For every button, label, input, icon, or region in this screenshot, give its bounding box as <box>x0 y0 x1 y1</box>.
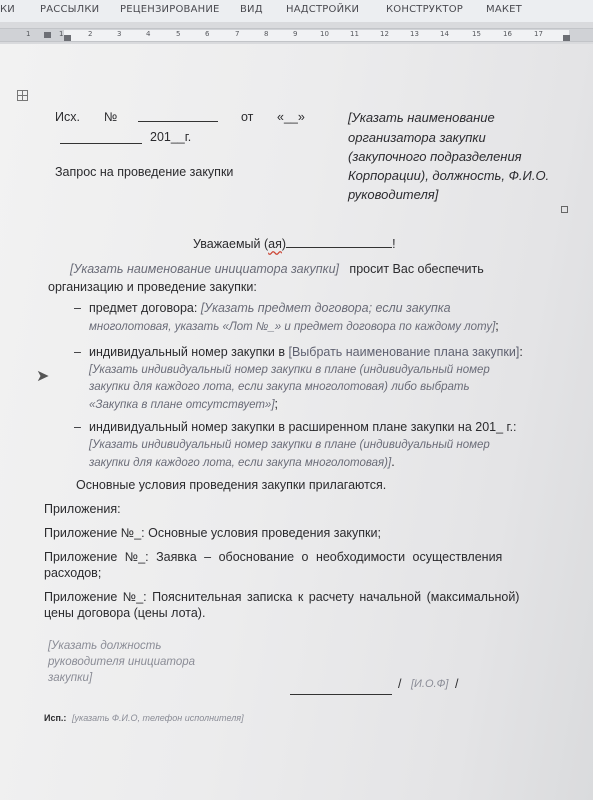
day-quote-field[interactable]: «__» <box>277 110 305 124</box>
signature-blank[interactable] <box>290 684 392 695</box>
intro-line-2: организацию и проведение закупки: <box>48 280 257 294</box>
executor-value[interactable]: [указать Ф.И.О, телефон исполнителя] <box>72 713 244 723</box>
attachment-item-cont: расходов; <box>44 566 102 580</box>
greeting: Уважаемый (ая) ! <box>193 237 396 251</box>
addressee-line[interactable]: [Указать наименование <box>348 110 495 125</box>
ruler-label: 9 <box>293 30 298 38</box>
plan-number-line[interactable]: [Указать индивидуальный номер закупки в плане (индивидуальный номер <box>89 364 490 376</box>
attachment-item-cont: цены договора (цены лота). <box>44 606 206 620</box>
extended-plan-line[interactable]: [Указать индивидуальный номер закупки в плане (индивидуальный номер <box>89 439 490 451</box>
attachment-item: Приложение №_: Пояснительная записка к расчету начальной (максимальной) <box>44 590 520 604</box>
attachment-item: Приложение №_: Заявка – обоснование о необходимости осуществления <box>44 550 503 564</box>
executor-label: Исп.: <box>44 713 67 723</box>
table-move-handle-icon[interactable] <box>17 90 28 101</box>
document-page[interactable] <box>0 44 593 800</box>
ruler-label: 1 <box>59 30 64 38</box>
addressee-line[interactable]: Корпорации), должность, Ф.И.О. <box>348 168 550 183</box>
addressee-line[interactable]: руководителя] <box>348 187 439 202</box>
tab-layout[interactable]: МАКЕТ <box>486 4 522 15</box>
list-dash: – <box>74 345 81 359</box>
ruler-label: 2 <box>88 30 93 38</box>
ruler-label: 4 <box>146 30 151 38</box>
number-sign: № <box>104 110 118 124</box>
ruler-label: 15 <box>472 30 481 38</box>
ruler-label: 8 <box>264 30 269 38</box>
list-dash: – <box>74 420 81 434</box>
left-indent-marker[interactable] <box>64 35 71 41</box>
subject-item[interactable]: предмет договора: [Указать предмет договора; если закупка <box>89 301 451 315</box>
plan-number-line[interactable]: «Закупка в плане отсутствует»]; <box>89 397 278 411</box>
tab-review[interactable]: РЕЦЕНЗИРОВАНИЕ <box>120 4 220 15</box>
date-blank[interactable] <box>60 133 142 144</box>
signer-position[interactable]: руководителя инициатора <box>48 656 196 668</box>
tab-insert-partial[interactable]: КИ <box>0 4 15 15</box>
request-title: Запрос на проведение закупки <box>55 165 234 179</box>
plan-select-field: [Выбрать наименование плана закупки] <box>288 345 520 359</box>
plan-number-line[interactable]: закупки для каждого лота, если закупа многолотовая) либо выбрать <box>89 381 470 393</box>
ruler-text-area <box>64 30 569 41</box>
number-blank[interactable] <box>138 111 218 122</box>
addressee-line[interactable]: (закупочного подразделения <box>348 149 522 164</box>
ruler-label: 7 <box>235 30 240 38</box>
addressee-line[interactable]: организатора закупки <box>348 130 486 145</box>
signature-slash: / <box>455 677 459 691</box>
extended-plan-line[interactable]: закупки для каждого лота, если закупа многолотовая)]. <box>89 455 395 469</box>
ruler-label: 16 <box>503 30 512 38</box>
signer-initials[interactable]: [И.О.Ф] <box>411 678 449 690</box>
plan-number-item[interactable]: индивидуальный номер закупки в [Выбрать наименование плана закупки]: <box>89 345 523 359</box>
year-field[interactable]: 201__г. <box>150 130 192 144</box>
greeting-name-blank <box>286 237 392 248</box>
table-resize-handle-icon[interactable] <box>561 206 568 213</box>
tab-design[interactable]: КОНСТРУКТОР <box>386 4 464 15</box>
greeting-ending: ая <box>268 237 282 251</box>
ruler-label: 14 <box>440 30 449 38</box>
first-line-indent-marker[interactable] <box>44 32 51 38</box>
horizontal-ruler[interactable] <box>0 28 593 42</box>
ruler-label: 1 <box>26 30 31 38</box>
conditions-text: Основные условия проведения закупки прилагаются. <box>76 478 387 492</box>
ruler-label: 11 <box>350 30 359 38</box>
ruler-label: 13 <box>410 30 419 38</box>
ruler-label: 10 <box>320 30 329 38</box>
right-indent-marker[interactable] <box>563 35 570 41</box>
subject-item-line-2[interactable]: многолотовая, указать «Лот №_» и предмет договора по каждому лоту]; <box>89 319 499 333</box>
ruler-label: 5 <box>176 30 181 38</box>
tab-mailings[interactable]: РАССЫЛКИ <box>40 4 100 15</box>
ruler-label: 6 <box>205 30 210 38</box>
attachments-title: Приложения: <box>44 502 121 516</box>
tab-addins[interactable]: НАДСТРОЙКИ <box>286 4 360 15</box>
list-dash: – <box>74 301 81 315</box>
ruler-label: 17 <box>534 30 543 38</box>
from-label: от <box>241 110 254 124</box>
mouse-pointer-icon: ➤ <box>36 368 50 385</box>
extended-plan-item[interactable]: индивидуальный номер закупки в расширенном плане закупки на 201_ г.: <box>89 420 517 434</box>
outgoing-label: Исх. <box>55 110 80 124</box>
ruler-label: 3 <box>117 30 122 38</box>
ribbon-tab-bar <box>0 0 593 22</box>
signer-position[interactable]: [Указать должность <box>48 640 162 652</box>
tab-view[interactable]: ВИД <box>240 4 263 15</box>
attachment-item: Приложение №_: Основные условия проведения закупки; <box>44 526 381 540</box>
intro-line[interactable]: [Указать наименование инициатора закупки] просит Вас обеспечить <box>70 262 484 276</box>
signer-position[interactable]: закупки] <box>48 672 93 684</box>
signature-slash: / <box>398 677 402 691</box>
ruler-label: 12 <box>380 30 389 38</box>
